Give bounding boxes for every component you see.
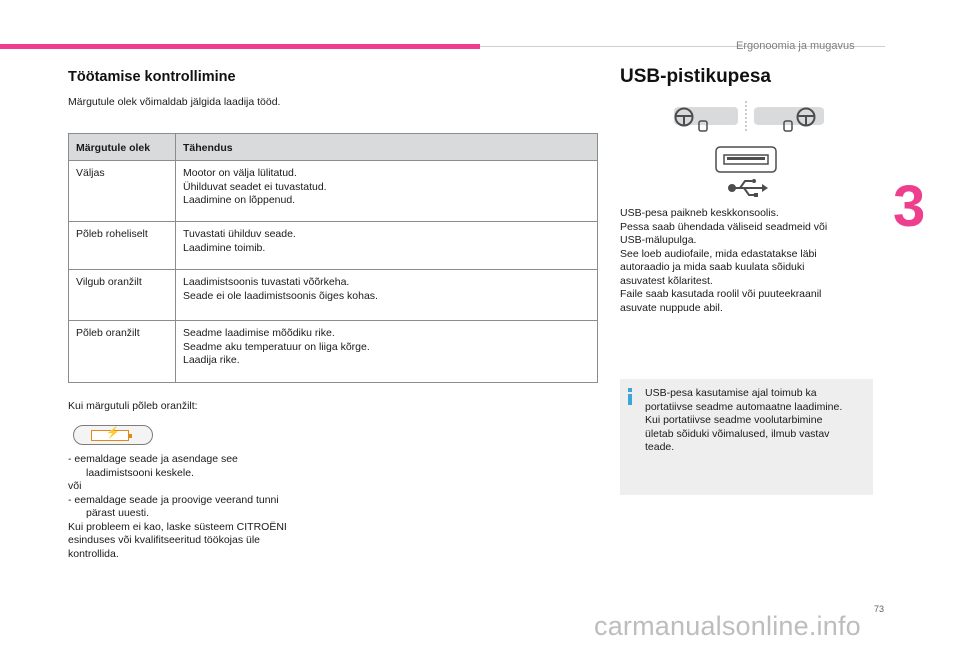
intro-text: Märgutule olek võimaldab jälgida laadija tööd. bbox=[68, 96, 281, 108]
meaning-line: Seade ei ole laadimistsoonis õiges kohas. bbox=[183, 289, 378, 302]
info-line: portatiivse seadme automaatne laadimine. bbox=[645, 400, 843, 413]
usb-body-line: See loeb audiofaile, mida edastatakse läbi bbox=[620, 247, 817, 260]
charging-indicator-icon bbox=[73, 425, 153, 445]
meaning-line: Ühilduvat seadet ei tuvastatud. bbox=[183, 180, 327, 193]
usb-illustration bbox=[672, 101, 827, 201]
table-row bbox=[69, 222, 598, 270]
usb-body-line: Pessa saab ühendada väliseid seadmeid või bbox=[620, 220, 828, 233]
usb-port-icon bbox=[716, 147, 776, 172]
usb-body-line: autoraadio ja mida saab kuulata sõiduki bbox=[620, 261, 805, 273]
meaning-line: Laadimine on lõppenud. bbox=[183, 194, 296, 206]
info-line: USB-pesa kasutamise ajal toimub ka bbox=[645, 387, 817, 399]
table-header-state: Märgutule olek bbox=[69, 134, 176, 161]
meaning-line: Seadme laadimise mõõdiku rike. bbox=[183, 327, 335, 339]
info-box bbox=[620, 379, 873, 495]
section-heading-usb: USB-pistikupesa bbox=[620, 66, 771, 87]
chapter-number: 3 bbox=[893, 174, 926, 239]
meaning-line: Laadimistsoonis tuvastati võõrkeha. bbox=[183, 276, 350, 288]
table-cell-state: Vilgub oranžilt bbox=[69, 270, 176, 321]
steering-wheel-icon bbox=[754, 107, 824, 131]
instruction-step-2-cont: pärast uuesti. bbox=[86, 507, 150, 519]
steering-wheel-icon bbox=[674, 107, 738, 131]
table-cell-state: Väljas bbox=[69, 161, 176, 222]
closing-line: esinduses või kvalifitseeritud töökojas üle bbox=[68, 534, 261, 546]
table-row bbox=[69, 161, 598, 222]
instructions bbox=[68, 453, 287, 561]
instruction-step-2: - eemaldage seade ja proovige veerand tunni bbox=[68, 493, 279, 506]
info-line: teade. bbox=[645, 441, 675, 453]
info-text bbox=[645, 387, 870, 455]
chapter-title: Ergonoomia ja mugavus bbox=[736, 40, 855, 52]
page-number: 73 bbox=[874, 604, 885, 614]
info-line: Kui portatiivse seadme voolutarbimine bbox=[645, 414, 823, 426]
usb-body-line: asuvatest kõlaritest. bbox=[620, 274, 713, 287]
table-cell-state: Põleb roheliselt bbox=[69, 222, 176, 270]
usb-body-line: Faile saab kasutada roolil või puuteekraanil bbox=[620, 288, 822, 300]
info-icon bbox=[628, 388, 632, 405]
table-cell-meaning bbox=[176, 161, 598, 222]
closing-line: Kui probleem ei kao, laske süsteem CITROËNI bbox=[68, 520, 287, 533]
header-accent-bar bbox=[0, 44, 480, 49]
meaning-line: Mootor on välja lülitatud. bbox=[183, 167, 297, 179]
meaning-line: Tuvastati ühilduv seade. bbox=[183, 228, 296, 240]
lightning-icon: ⚡ bbox=[106, 427, 120, 439]
meaning-line: Laadija rike. bbox=[183, 354, 240, 366]
closing-line: kontrollida. bbox=[68, 547, 119, 560]
usb-body-line: asuvate nuppude abil. bbox=[620, 301, 723, 314]
table-cell-state: Põleb oranžilt bbox=[69, 321, 176, 383]
instruction-or: või bbox=[68, 480, 82, 492]
usb-body-line: USB-mälupulga. bbox=[620, 234, 697, 246]
meaning-line: Laadimine toimib. bbox=[183, 241, 266, 254]
table-header-meaning: Tähendus bbox=[176, 134, 598, 161]
indicator-status-table bbox=[68, 133, 598, 383]
table-row bbox=[69, 270, 598, 321]
section-heading-operation-check: Töötamise kontrollimine bbox=[68, 69, 236, 85]
usb-symbol-icon bbox=[729, 179, 768, 197]
table-cell-meaning bbox=[176, 222, 598, 270]
usb-description bbox=[620, 207, 827, 315]
orange-light-lead-in: Kui märgutuli põleb oranžilt: bbox=[68, 400, 198, 412]
table-row bbox=[69, 321, 598, 383]
instruction-step-1-cont: laadimistsooni keskele. bbox=[86, 466, 194, 479]
battery-icon bbox=[91, 427, 129, 441]
table-header-row bbox=[69, 134, 598, 161]
usb-body-line: USB-pesa paikneb keskkonsoolis. bbox=[620, 207, 779, 219]
meaning-line: Seadme aku temperatuur on liiga kõrge. bbox=[183, 340, 370, 353]
table-cell-meaning bbox=[176, 270, 598, 321]
table-cell-meaning bbox=[176, 321, 598, 383]
watermark: carmanualsonline.info bbox=[594, 611, 861, 641]
info-line: ületab sõiduki võimalused, ilmub vastav bbox=[645, 427, 830, 440]
instruction-step-1: - eemaldage seade ja asendage see bbox=[68, 453, 238, 465]
